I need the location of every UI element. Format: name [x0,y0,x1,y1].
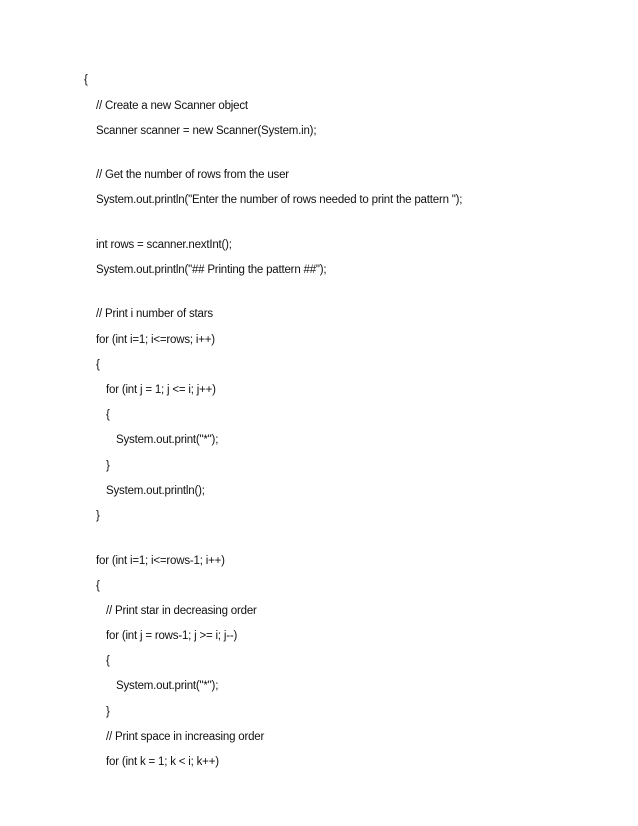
code-line: Scanner scanner = new Scanner(System.in); [96,125,317,137]
code-line: for (int j = rows-1; j >= i; j--) [106,630,238,642]
code-line: // Get the number of rows from the user [96,169,289,181]
code-line: { [106,409,110,421]
code-line: { [106,655,110,667]
code-line: } [96,510,100,522]
code-line: for (int j = 1; j <= i; j++) [106,384,216,396]
code-line: // Print star in decreasing order [106,605,257,617]
code-line: for (int k = 1; k < i; k++) [106,756,219,768]
code-line: { [84,74,88,86]
code-line: } [106,706,110,718]
code-line: System.out.print("*"); [116,434,219,446]
code-line: System.out.println("## Printing the pattern ##"); [96,264,327,276]
code-line: System.out.println(); [106,485,205,497]
code-line: // Print i number of stars [96,308,213,320]
code-line: // Print space in increasing order [106,731,265,743]
code-line: { [96,359,100,371]
code-line: { [96,580,100,592]
code-line: // Create a new Scanner object [96,100,248,112]
code-line: } [106,460,110,472]
code-line: for (int i=1; i<=rows; i++) [96,334,215,346]
code-line: System.out.println("Enter the number of rows needed to print the pattern "); [96,194,463,206]
code-line: for (int i=1; i<=rows-1; i++) [96,555,225,567]
code-line: System.out.print("*"); [116,680,219,692]
code-line: int rows = scanner.nextInt(); [96,239,232,251]
